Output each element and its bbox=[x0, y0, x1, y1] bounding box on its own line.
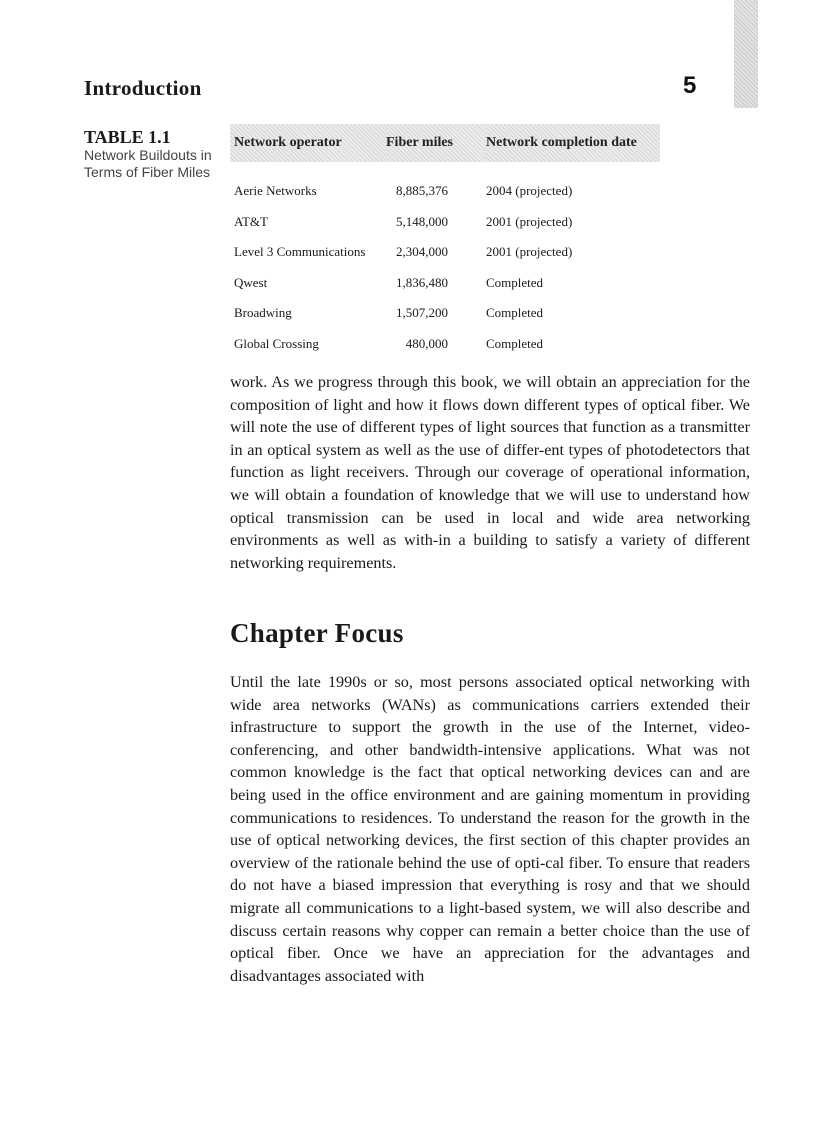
table-row bbox=[230, 298, 660, 329]
table-cell-operator: Global Crossing bbox=[234, 335, 319, 351]
table-cell-miles: 5,148,000 bbox=[396, 213, 448, 229]
table-cell-date: 2001 (projected) bbox=[486, 244, 573, 260]
table-cell-miles: 1,836,480 bbox=[396, 274, 448, 290]
column-header: Fiber miles bbox=[386, 124, 486, 162]
table-cell-operator: Qwest bbox=[234, 274, 268, 290]
body-paragraph: Until the late 1990s or so, most persons associated optical networking with wide area networks (WANs) as communications carriers extended their infrastructure to support the growth in the use of the Internet, video-conferencing, and other bandwidth-intensive applications. What was not common knowledge is the fact that optical networking devices can and are being used in the office environment and are gaining momentum in providing communications to residences. To understand the reason for the growth in the use of optical networking devices, the first section of this chapter provides an overview of the rationale behind the use of opti-cal fiber. To ensure that readers do not have a biased impression that everything is rosy and that we should migrate all communications to a light-based system, we will also describe and discuss certain reasons why copper can remain a better choice than the use of optical fiber. Once we have an appreciation for the advantages and disadvantages associated with bbox=[230, 673, 750, 985]
table-cell-operator: Aerie Networks bbox=[234, 183, 317, 199]
table-cell-miles: 2,304,000 bbox=[396, 244, 448, 260]
table-label: TABLE 1.1 bbox=[84, 127, 171, 147]
table-cell-operator: Level 3 Communications bbox=[234, 244, 366, 260]
table-cell-date: 2001 (projected) bbox=[486, 213, 573, 229]
running-header-title: Introduction bbox=[84, 76, 202, 100]
table-description: Network Buildouts in Terms of Fiber Miles bbox=[84, 147, 212, 180]
page-number-tab bbox=[661, 0, 758, 108]
table-cell-date: Completed bbox=[486, 335, 544, 351]
table-header-row bbox=[230, 124, 660, 162]
table-row bbox=[230, 268, 660, 299]
column-header: Network operator bbox=[230, 124, 386, 162]
body-paragraph: work. As we progress through this book, we will obtain an appreciation for the composition of light and how it flows down different types of optical fiber. We will note the use of different types of light sources that function as a transmitter in an optical system as well as the use of differ-ent types of photodetectors that function as light receivers. Through our coverage of operational information, we will obtain a foundation of knowledge that we will use to understand how optical transmission can be used in local and wide area networking environments as well as with-in a building to satisfy a variety of different networking requirements. bbox=[230, 373, 750, 572]
table-cell-operator: Broadwing bbox=[234, 305, 292, 321]
table-cell-date: 2004 (projected) bbox=[486, 183, 573, 199]
table-cell-miles: 1,507,200 bbox=[396, 305, 448, 321]
section-heading: Chapter Focus bbox=[230, 618, 404, 648]
table-row bbox=[230, 329, 660, 360]
table-cell-miles: 8,885,376 bbox=[396, 183, 448, 199]
table-row bbox=[230, 237, 660, 268]
table-cell-date: Completed bbox=[486, 305, 544, 321]
table-cell-operator: AT&T bbox=[234, 213, 268, 229]
table-cell-miles: 480,000 bbox=[405, 335, 448, 351]
table-caption bbox=[84, 127, 214, 181]
page-number: 5 bbox=[683, 72, 697, 99]
table-row bbox=[230, 162, 660, 207]
fiber-miles-table bbox=[230, 124, 660, 359]
table-cell-date: Completed bbox=[486, 274, 544, 290]
table-row bbox=[230, 207, 660, 238]
page-tab-shading bbox=[734, 0, 758, 108]
column-header: Network completion date bbox=[486, 124, 660, 162]
